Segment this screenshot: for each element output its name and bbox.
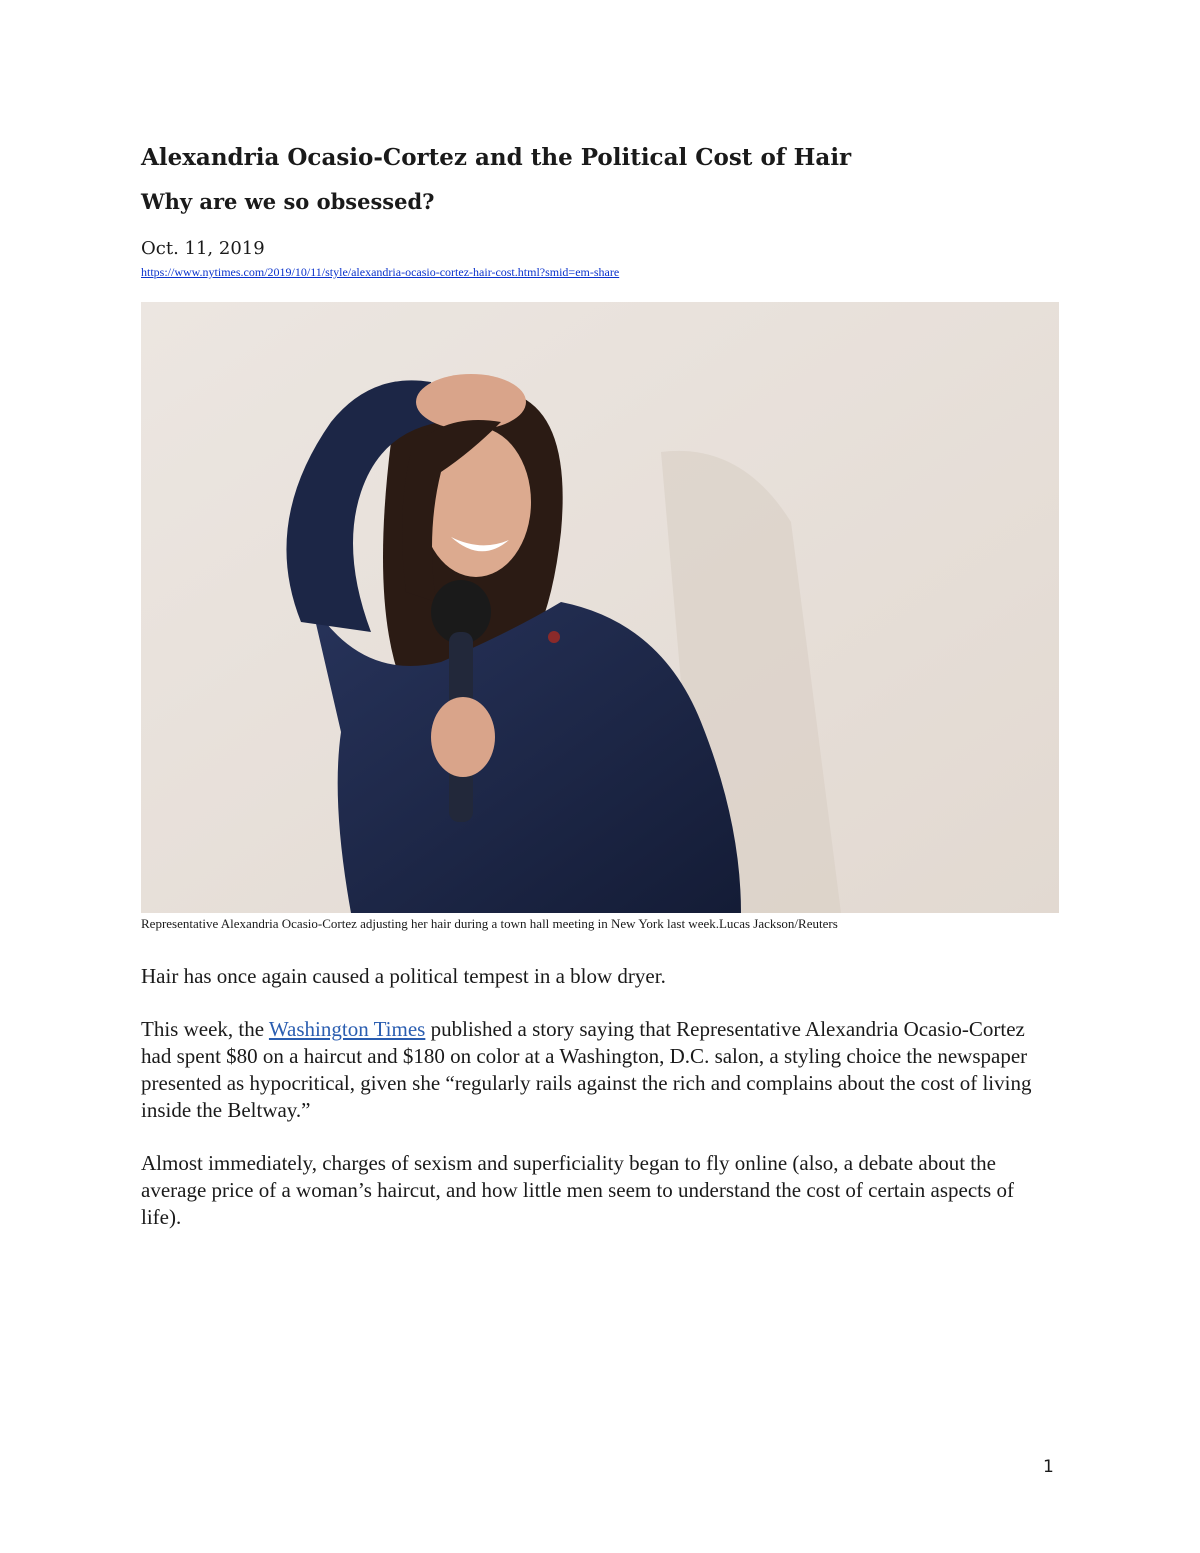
paragraph-2-body: published a story saying that Representative Alexandria Ocasio-Cortez had spent $80 on a haircut and $180 on color at a Washington, D.C. salon, a styling choice the newspaper presented as hypocritical, given she “regularly rails against the rich and complains about the cost of living inside the Beltway.” xyxy=(141,1017,1032,1122)
page-number: 1 xyxy=(1043,1457,1054,1477)
paragraph-2 xyxy=(141,1016,1059,1124)
washington-times-link[interactable]: Washington Times xyxy=(268,1017,426,1041)
paragraph-1: Hair has once again caused a political tempest in a blow dryer. xyxy=(141,964,666,988)
article-photo xyxy=(141,302,1059,913)
document-page xyxy=(141,138,1059,1231)
article-url-link[interactable]: https://www.nytimes.com/2019/10/11/style/alexandria-ocasio-cortez-hair-cost.html?smid=em-share xyxy=(141,265,620,279)
article-subtitle: Why are we so obsessed? xyxy=(141,189,435,214)
photo-caption: Representative Alexandria Ocasio-Cortez adjusting her hair during a town hall meeting in New York last week.Lucas Jackson/Reuters xyxy=(141,916,838,931)
paragraph-2-lead: This week, the xyxy=(141,1017,269,1041)
article-title: Alexandria Ocasio-Cortez and the Political Cost of Hair xyxy=(141,144,852,171)
paragraph-3: Almost immediately, charges of sexism and superficiality began to fly online (also, a debate about the average price of a woman’s haircut, and how little men seem to understand the cost of certain aspects of life). xyxy=(141,1151,1014,1229)
article-date: Oct. 11, 2019 xyxy=(141,238,265,259)
